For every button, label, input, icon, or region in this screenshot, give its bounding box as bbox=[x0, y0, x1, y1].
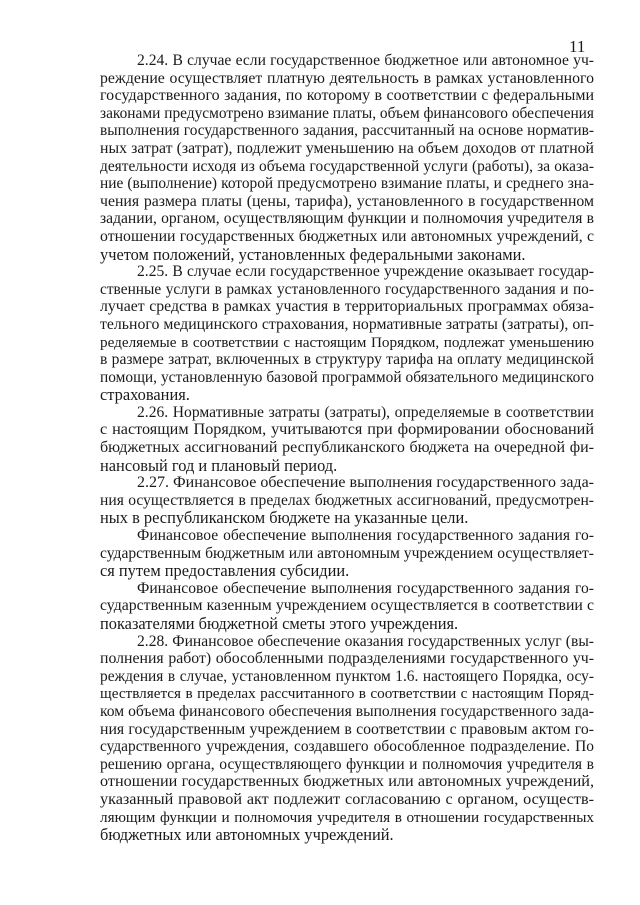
text-line: 2.26. Нормативные затраты (затраты), определяемые в соответствии bbox=[137, 403, 594, 421]
text-line: 2.24. В случае если государственное бюджетное или автономное уч- bbox=[137, 52, 594, 69]
text-line: ния осуществляется в пределах бюджетных ассигнований, предусмотрен- bbox=[100, 491, 594, 509]
text-line: с настоящим Порядком, учитываются при формировании обоснований bbox=[100, 420, 594, 439]
text-line: бюджетных или автономных учреждений. bbox=[100, 825, 394, 845]
text-line: отношении государственных бюджетных или автономных учреждений, bbox=[100, 772, 594, 791]
text-line: указанный правовой акт подлежит согласованию с органом, осуществ- bbox=[100, 789, 594, 808]
text-line: лучает средства в рамках участия в территориальных программах обяза- bbox=[100, 298, 594, 316]
text-line: сударственным бюджетным или автономным учреждением осуществляет- bbox=[100, 544, 594, 562]
text-line: 2.28. Финансовое обеспечение оказания государственных услуг (вы- bbox=[137, 632, 594, 650]
text-line: 2.25. В случае если государственное учреждение оказывает государ- bbox=[137, 263, 594, 281]
text-line: полнения работ) обособленными подразделениями государственного уч- bbox=[100, 650, 594, 668]
text-line: решению органа, осуществляющего функции и полномочия учредителя в bbox=[100, 755, 594, 773]
text-line: ределяемые в соответствии с настоящим Порядком, подлежат уменьшению bbox=[100, 333, 594, 351]
text-line: государственного задания, по которому в соответствии с федеральными bbox=[100, 87, 594, 105]
document-body bbox=[100, 52, 594, 844]
text-line: выполнения государственного задания, рассчитанный на основе норматив- bbox=[100, 122, 594, 140]
text-line: реждения в случае, установленном пунктом 1.6. настоящего Порядка, осу- bbox=[100, 667, 594, 685]
text-line: реждение осуществляет платную деятельность в рамках установленного bbox=[100, 69, 594, 87]
text-line: ния государственным учреждением в соответствии с правовым актом го- bbox=[100, 720, 594, 738]
text-line: показателями бюджетной сметы этого учреждения. bbox=[100, 614, 459, 633]
text-line: задании, органом, осуществляющим функции и полномочия учредителя в bbox=[100, 210, 594, 228]
text-line: тельного медицинского страхования, нормативные затраты (затраты), оп- bbox=[100, 315, 594, 333]
text-line: ляющим функции и полномочия учредителя в отношении государственных bbox=[100, 808, 594, 826]
text-line: ся путем предоставления субсидии. bbox=[100, 561, 350, 581]
text-line: отношении государственных бюджетных или автономных учреждений, с bbox=[100, 227, 594, 245]
text-line: Финансовое обеспечение выполнения государственного задания го- bbox=[137, 527, 594, 545]
text-line: ных в республиканском бюджете на указанные цели. bbox=[100, 508, 469, 528]
text-line: сударственным казенным учреждением осуществляется в соответствии с bbox=[100, 597, 594, 615]
text-line: 2.27. Финансовое обеспечение выполнения государственного зада- bbox=[137, 474, 594, 492]
text-line: Финансовое обеспечение выполнения государственного задания го- bbox=[137, 579, 594, 597]
text-line: ществляется в пределах рассчитанного в соответствии с настоящим Поряд- bbox=[100, 685, 594, 703]
text-line: ком объема финансового обеспечения выполнения государственного зада- bbox=[100, 702, 594, 720]
text-line: помощи, установленную базовой программой обязательного медицинского bbox=[100, 368, 594, 386]
page-number: 11 bbox=[569, 37, 586, 56]
text-line: чения размера платы (цены, тарифа), установленного в государственном bbox=[100, 192, 594, 210]
text-line: ние (выполнение) которой предусмотрено взимание платы, и среднего зна- bbox=[100, 175, 594, 193]
text-line: сударственного учреждения, создавшего обособленное подразделение. По bbox=[100, 738, 594, 756]
text-line: деятельности исходя из объема государственной услуги (работы), за оказа- bbox=[100, 157, 594, 175]
text-line: учетом положений, установленных федеральными законами. bbox=[100, 244, 526, 264]
text-line: ственные услуги в рамках установленного государственного задания и по- bbox=[100, 280, 594, 298]
text-line: законами предусмотрено взимание платы, объем финансового обеспечения bbox=[100, 104, 594, 122]
text-line: нансовый год и плановый период. bbox=[100, 455, 338, 475]
text-line: бюджетных ассигнований республиканского бюджета на очередной фи- bbox=[100, 439, 594, 457]
text-line: в размере затрат, включенных в структуру тарифа на оплату медицинской bbox=[100, 351, 594, 369]
text-line: страхования. bbox=[100, 385, 190, 405]
text-line: ных затрат (затрат), подлежит уменьшению на объем доходов от платной bbox=[100, 139, 594, 157]
